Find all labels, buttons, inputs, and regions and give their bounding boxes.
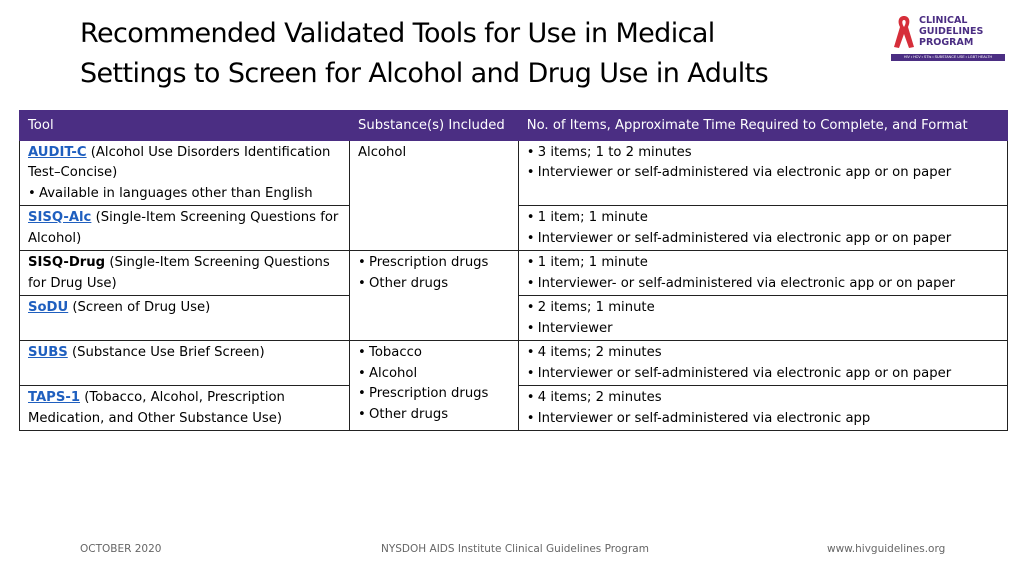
table-row xyxy=(20,140,1008,206)
tool-cell xyxy=(20,206,350,251)
awareness-ribbon-icon xyxy=(891,14,917,50)
items-cell xyxy=(518,251,1007,296)
list-item: • 1 item; 1 minute xyxy=(527,253,999,274)
list-item: • Tobacco xyxy=(358,343,510,364)
list-item: • 4 items; 2 minutes xyxy=(527,388,999,409)
list-item: • Interviewer- or self-administered via electronic app or on paper xyxy=(527,274,999,295)
logo-line-1: CLINICAL xyxy=(919,15,968,26)
items-cell xyxy=(518,296,1007,341)
tool-cell xyxy=(20,386,350,431)
tool-description: (Single-Item Screening Questions for Alcohol) xyxy=(28,210,339,246)
clinical-guidelines-program-logo xyxy=(889,14,1007,64)
list-item: • 1 item; 1 minute xyxy=(527,208,999,229)
tool-name-sisq-drug: SISQ-Drug xyxy=(28,255,106,270)
footer-url: www.hivguidelines.org xyxy=(827,543,946,555)
tool-description: (Substance Use Brief Screen) xyxy=(67,345,265,360)
list-item: • Interviewer or self-administered via electronic app or on paper xyxy=(527,163,999,184)
list-item: • 3 items; 1 to 2 minutes xyxy=(527,143,999,164)
footer-date: OCTOBER 2020 xyxy=(80,543,162,555)
items-cell xyxy=(518,386,1007,431)
tool-cell xyxy=(20,296,350,341)
logo-line-3: PROGRAM xyxy=(919,37,974,48)
tool-link-audit-c[interactable]: AUDIT-C xyxy=(28,144,87,160)
list-item: • Prescription drugs xyxy=(358,253,510,274)
logo-line-2: GUIDELINES xyxy=(919,26,984,37)
list-item: • Interviewer or self-administered via electronic app or on paper xyxy=(527,364,999,385)
table-row xyxy=(20,341,1008,386)
substance-cell-alcohol xyxy=(350,140,519,251)
substance-text: Alcohol xyxy=(358,144,407,160)
header-tool: Tool xyxy=(20,111,350,141)
list-item: • Prescription drugs xyxy=(358,384,510,405)
substance-cell-multi xyxy=(350,341,519,431)
list-item: • Available in languages other than English xyxy=(28,184,341,205)
substance-cell-drugs xyxy=(350,251,519,341)
tool-cell xyxy=(20,251,350,296)
list-item: • 2 items; 1 minute xyxy=(527,298,999,319)
list-item: • Alcohol xyxy=(358,364,510,385)
footer-org: NYSDOH AIDS Institute Clinical Guidelines Program xyxy=(381,543,649,555)
tool-link-sodu[interactable]: SoDU xyxy=(28,300,69,315)
tool-description: (Single-Item Screening Questions for Drug Use) xyxy=(28,255,330,291)
tool-link-taps-1[interactable]: TAPS-1 xyxy=(28,390,80,405)
list-item: • Other drugs xyxy=(358,405,510,426)
list-item: • Interviewer or self-administered via electronic app xyxy=(527,409,999,430)
header-substances: Substance(s) Included xyxy=(350,111,519,141)
tool-cell xyxy=(20,140,350,206)
items-cell xyxy=(518,140,1007,206)
list-item: • Interviewer xyxy=(527,319,999,340)
table-row xyxy=(20,251,1008,296)
tool-link-subs[interactable]: SUBS xyxy=(28,345,68,360)
screening-tools-table xyxy=(19,110,1008,431)
logo-tagline: HIV • HCV • STIs • SUBSTANCE USE • LGBT HEALTH xyxy=(891,54,1005,61)
items-cell xyxy=(518,341,1007,386)
page-title-line-1: Recommended Validated Tools for Use in Medical xyxy=(80,18,715,49)
list-item: • Interviewer or self-administered via electronic app or on paper xyxy=(527,229,999,250)
page-title xyxy=(80,14,890,94)
tool-description: (Screen of Drug Use) xyxy=(68,300,211,315)
list-item: • Other drugs xyxy=(358,274,510,295)
tool-description: (Alcohol Use Disorders Identification Test–Concise) xyxy=(28,144,331,180)
tool-cell xyxy=(20,341,350,386)
tool-description: (Tobacco, Alcohol, Prescription Medication, and Other Substance Use) xyxy=(28,390,285,426)
items-cell xyxy=(518,206,1007,251)
table-header-row xyxy=(20,111,1008,141)
list-item: • 4 items; 2 minutes xyxy=(527,343,999,364)
page-title-line-2: Settings to Screen for Alcohol and Drug Use in Adults xyxy=(80,58,769,89)
header-items: No. of Items, Approximate Time Required to Complete, and Format xyxy=(518,111,1007,141)
tool-link-sisq-alc[interactable]: SISQ-Alc xyxy=(28,210,92,225)
